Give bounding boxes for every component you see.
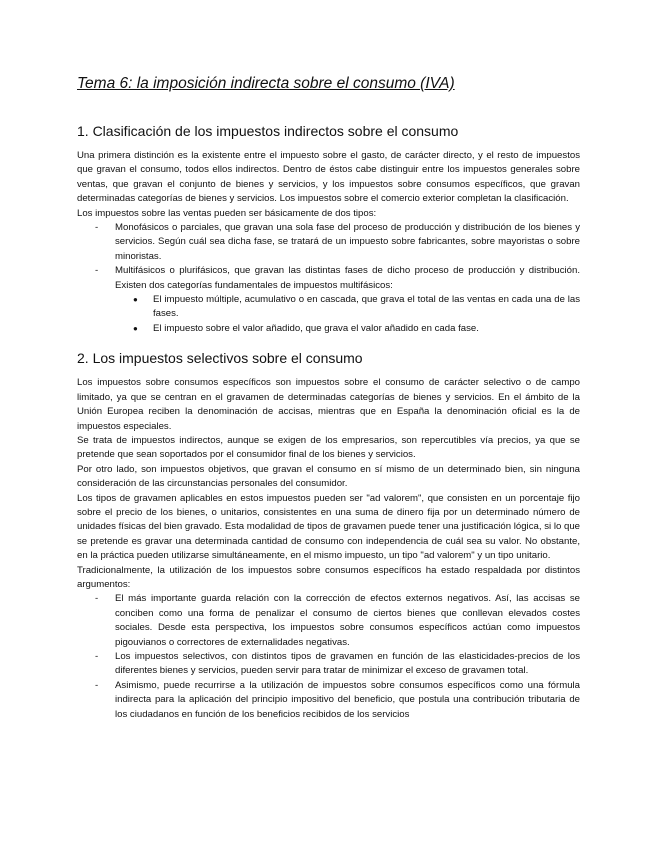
- list-item-text: Los impuestos selectivos, con distintos tipos de gravamen en función de las elasticidades-precios de los diferentes bienes y servicios, pueden servir para tratar de minimizar el exceso de gravamen total.: [115, 651, 580, 677]
- list-item: [77, 264, 580, 336]
- dash-marker: -: [95, 222, 99, 234]
- dash-marker: -: [95, 265, 99, 277]
- section-1-heading: 1. Clasificación de los impuestos indirectos sobre el consumo: [77, 123, 459, 139]
- bullet-marker: ●: [133, 295, 138, 305]
- document-title: Tema 6: la imposición indirecta sobre el consumo (IVA): [77, 75, 455, 92]
- list-item-text: Multifásicos o plurifásicos, que gravan las distintas fases de dicho proceso de producción y distribución. Existen dos categorías fundamentales de impuestos multifásicos:: [115, 265, 580, 291]
- section-2-paragraph-4: Los tipos de gravamen aplicables en estos impuestos pueden ser "ad valorem", que consisten en un porcentaje fijo sobre el precio de los bienes, o unitarios, consistentes en una suma de dinero fija por un determinado número de unidades físicas del bien gravado. Esta modalidad de tipos de gravamen puede tener una justificación lógica, si lo que se pretende es gravar una determinada cantidad de consumo con independencia de cuál sea su valor. No obstante, en la práctica pueden utilizarse simultáneamente, en el mismo impuesto, un tipo "ad valorem" y un tipo unitario.: [77, 492, 580, 562]
- section-2-paragraph-3: Por otro lado, son impuestos objetivos, que gravan el consumo en sí mismo de un determinado bien, sin ninguna consideración de las circunstancias personales del consumidor.: [77, 463, 580, 490]
- sublist-item: [115, 322, 580, 336]
- list-item-text: Monofásicos o parciales, que gravan una sola fase del proceso de producción y distribución de los bienes y servicios. Según cuál sea dicha fase, se tratará de un impuesto sobre fabricantes, sobre mayoristas o sobre minoristas.: [115, 222, 580, 262]
- list-item: [77, 592, 580, 650]
- list-item: [77, 679, 580, 722]
- section-1-paragraph-2: Los impuestos sobre las ventas pueden ser básicamente de dos tipos:: [77, 207, 377, 219]
- section-2-paragraph-5: Tradicionalmente, la utilización de los impuestos sobre consumos específicos ha estado respaldada por distintos argumentos:: [77, 564, 580, 590]
- list-item: [77, 221, 580, 264]
- section-1-list: [77, 221, 580, 336]
- bullet-marker: ●: [133, 323, 138, 333]
- sublist-item-text: El impuesto múltiple, acumulativo o en cascada, que grava el total de las ventas en cada una de las fases.: [153, 294, 580, 320]
- section-2-paragraph-1: Los impuestos sobre consumos específicos son impuestos sobre el consumo de carácter selectivo o de campo limitado, ya que se centran en el gravamen de determinadas categorías de bienes y servicios. En el ámbito de la Unión Europea reciben la denominación de accisas, mientras que en España la denominación oficial es la de impuestos especiales.: [77, 377, 580, 432]
- dash-marker: -: [95, 679, 99, 691]
- list-item-text: El más importante guarda relación con la corrección de efectos externos negativos. Así, las accisas se conciben como una forma de penalizar el consumo de ciertos bienes que conllevan elevados costes sociales. Desde esta perspectiva, los impuestos sobre consumos específicos actúan como impuestos pigouvianos o correctores de externalidades negativas.: [115, 593, 580, 648]
- sublist-item-text: El impuesto sobre el valor añadido, que grava el valor añadido en cada fase.: [153, 322, 479, 334]
- section-2-list: [77, 592, 580, 722]
- list-item-text: Asimismo, puede recurrirse a la utilización de impuestos sobre consumos específicos como una fórmula indirecta para la aplicación del principio impositivo del beneficio, que postula una contribución tributaria de los ciudadanos en función de los beneficios recibidos de los servicios: [115, 679, 580, 720]
- sublist-item: [115, 293, 580, 322]
- list-item: [77, 650, 580, 679]
- section-1-sublist: [115, 293, 580, 336]
- section-1-paragraph-1: Una primera distinción es la existente entre el impuesto sobre el gasto, de carácter directo, y el resto de impuestos que gravan el consumo, todos ellos indirectos. Dentro de éstos cabe distinguir entre los impuestos generales sobre ventas, que gravan el conjunto de bienes y servicios, y los impuestos sobre consumos específicos, que gravan determinadas categorías de bienes y servicios. Los impuestos sobre el comercio exterior completan la clasificación.: [77, 150, 580, 205]
- section-2-heading: 2. Los impuestos selectivos sobre el consumo: [77, 350, 363, 367]
- dash-marker: -: [95, 593, 99, 605]
- section-2-paragraph-2: Se trata de impuestos indirectos, aunque se exigen de los empresarios, son repercutibles vía precios, ya que se pretende que sean soportados por el consumidor final de los bienes y servicios.: [77, 434, 580, 461]
- dash-marker: -: [95, 651, 99, 662]
